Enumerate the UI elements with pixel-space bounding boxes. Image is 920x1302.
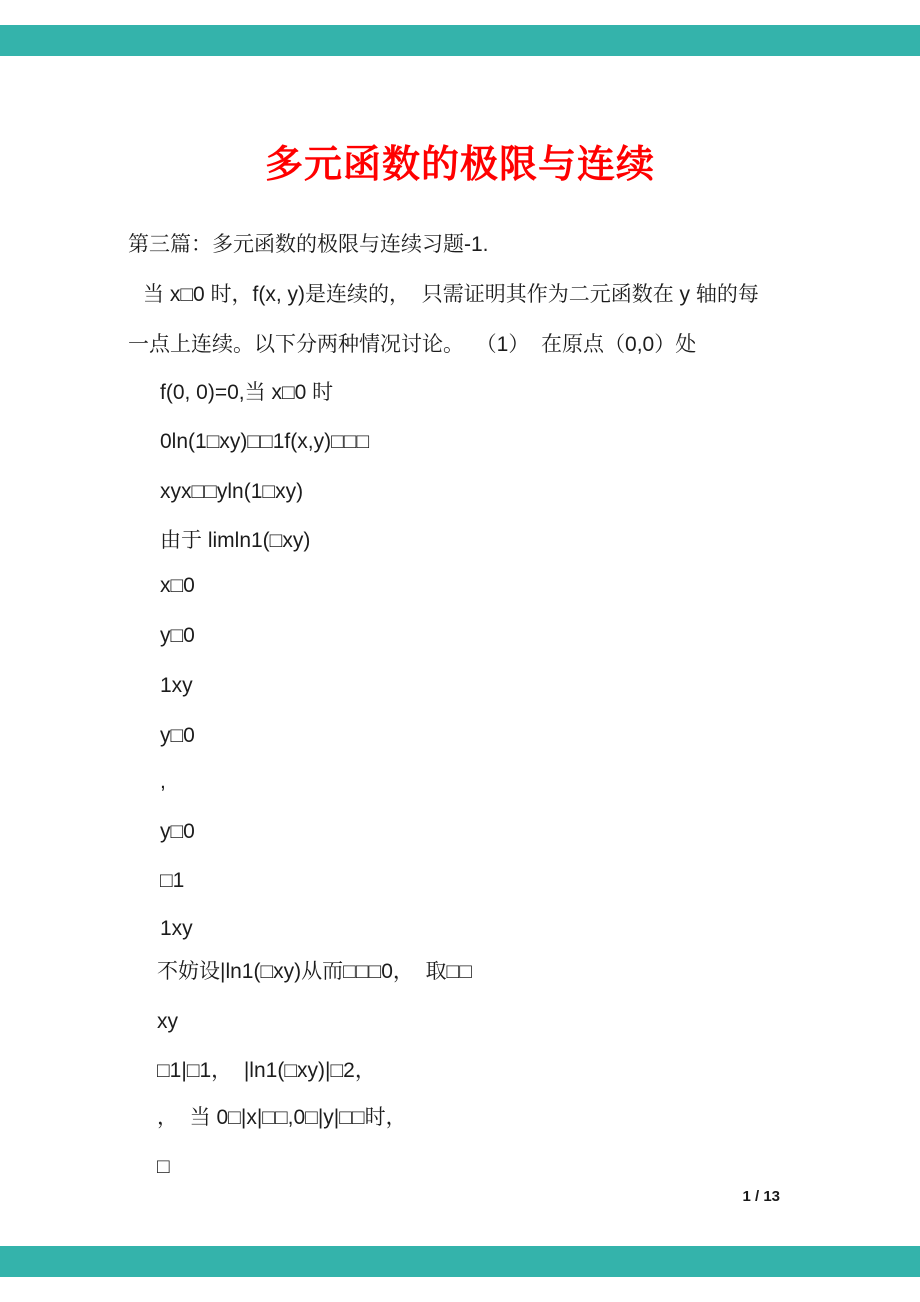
- doc-line: f(0, 0)=0,当 x□0 时: [160, 381, 334, 404]
- doc-line: □1|□1， |ln1(□xy)|□2，: [157, 1059, 376, 1082]
- doc-line: □: [157, 1155, 170, 1178]
- doc-line: 1xy: [160, 917, 193, 940]
- doc-line: 由于 limln1(□xy): [160, 529, 311, 552]
- doc-line: y□0: [160, 820, 195, 843]
- doc-line: 不妨设|ln1(□xy)从而□□□0， 取□□: [157, 960, 472, 983]
- doc-line: 0ln(1□xy)□□1f(x,y)□□□: [160, 430, 370, 453]
- doc-line: □1: [160, 869, 185, 892]
- doc-line: ， 当 0□|x|□□,0□|y|□□时，: [157, 1106, 407, 1129]
- doc-line: y□0: [160, 624, 195, 647]
- bottom-accent-bar: [0, 1246, 920, 1277]
- doc-line: x□0: [160, 574, 195, 597]
- doc-line: 1xy: [160, 674, 193, 697]
- doc-line: 一点上连续。以下分两种情况讨论。 （1） 在原点（0,0）处: [128, 333, 697, 356]
- doc-line: xy: [157, 1010, 178, 1033]
- doc-line: ,: [160, 770, 166, 793]
- top-accent-bar: [0, 25, 920, 56]
- doc-line: 当 x□0 时，f(x, y)是连续的， 只需证明其作为二元函数在 y 轴的每: [143, 283, 759, 306]
- doc-line: 第三篇：多元函数的极限与连续习题-1.: [128, 233, 489, 256]
- doc-line: y□0: [160, 724, 195, 747]
- doc-line: xyx□□yln(1□xy): [160, 480, 304, 503]
- page-number-indicator: 1 / 13: [742, 1188, 780, 1205]
- document-title: 多元函数的极限与连续: [264, 144, 655, 186]
